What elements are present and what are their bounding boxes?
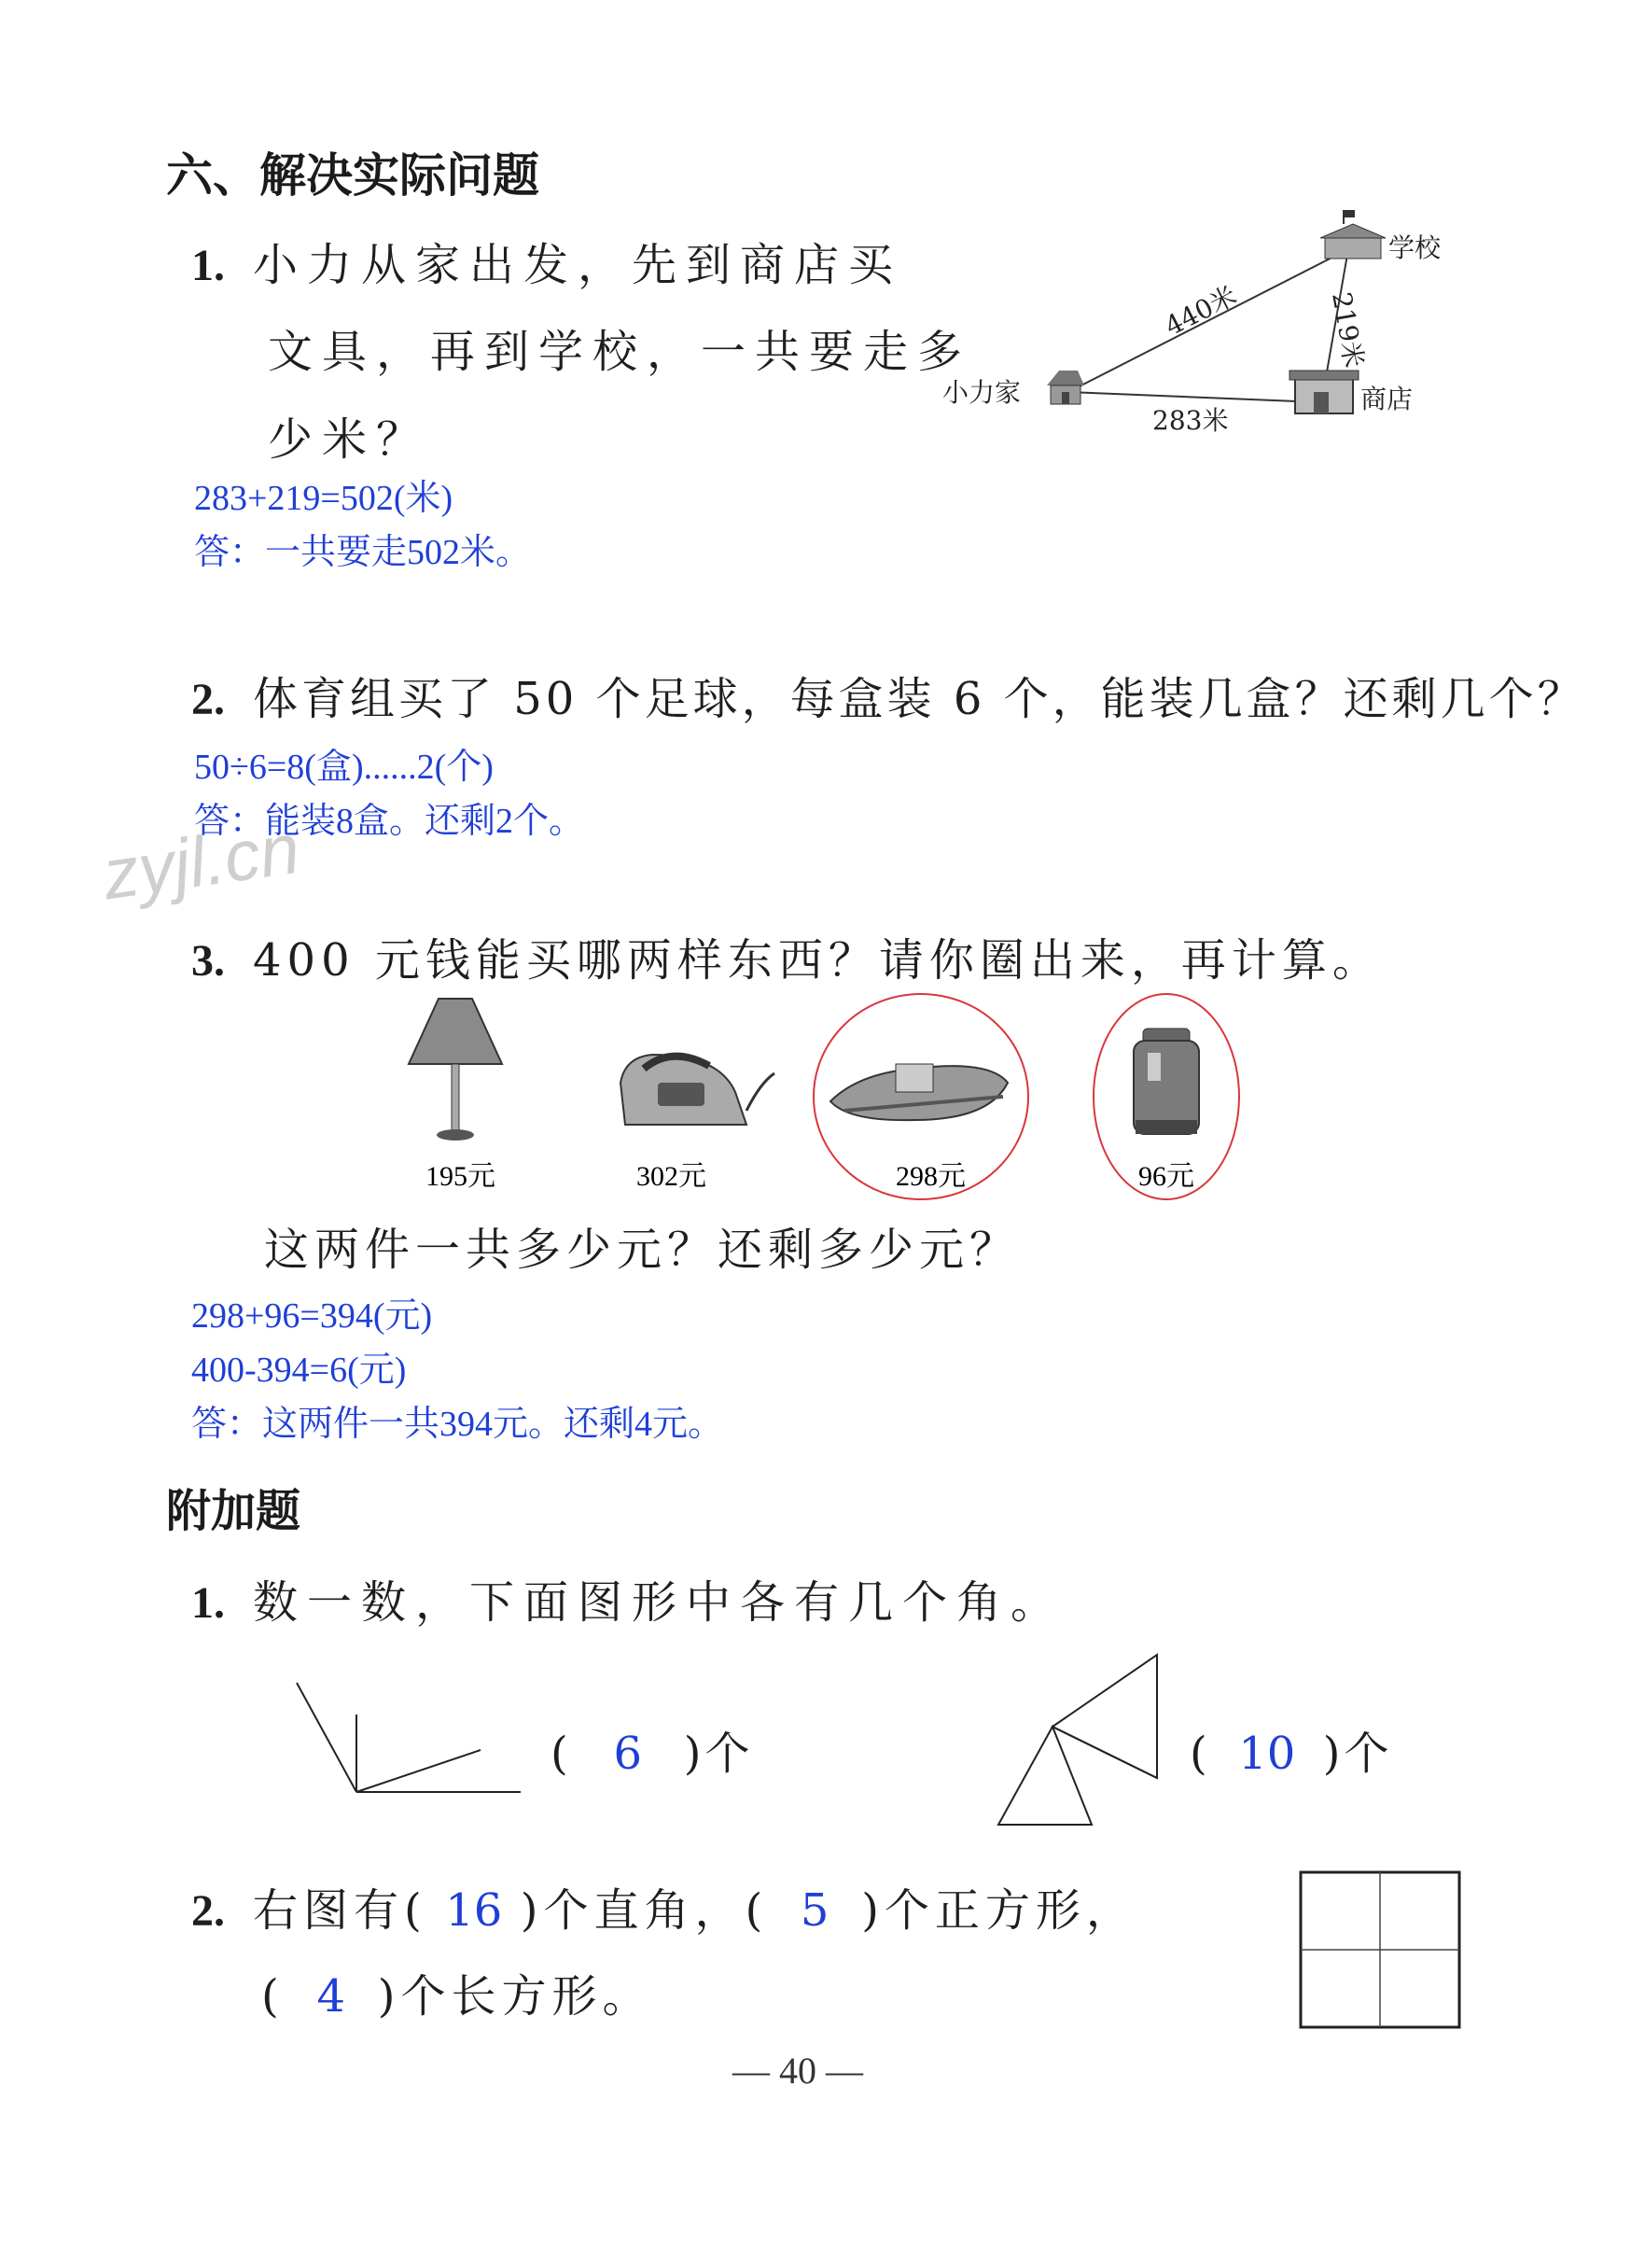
q3-text: 400 元钱能买哪两样东西？请你圈出来，再计算。 [253, 934, 1383, 987]
roller-skates-icon [830, 1064, 1008, 1120]
q1-line1 [191, 229, 902, 293]
triangle-upper [1052, 1655, 1157, 1778]
b1-open2: ( [1190, 1728, 1211, 1780]
q3-items-figure [392, 980, 1250, 1213]
path-home-shop [1068, 392, 1297, 401]
page-number: — 40 — [732, 2050, 863, 2092]
q1-text-line3: 少米？ [268, 413, 431, 466]
angle-figure-1 [289, 1675, 541, 1806]
b2-answer-right-angles: 16 [445, 1884, 503, 1937]
house-icon [1047, 371, 1084, 404]
price-thermos: 96元 [1138, 1161, 1194, 1192]
school-label: 学校 [1388, 232, 1442, 263]
school-icon [1320, 210, 1386, 259]
price-skates: 298元 [896, 1161, 966, 1192]
b1-answer1-line [551, 1717, 753, 1782]
shop-label: 商店 [1360, 384, 1414, 414]
q1-text-line2: 文具，再到学校，一共要走多 [268, 326, 972, 378]
q3-number: 3. [191, 936, 225, 986]
b2-answer-rectangles: 4 [316, 1970, 345, 2023]
q2-answer-calc: 50÷6=8(盒)......2(个) [194, 748, 494, 787]
route-map-diagram [942, 201, 1465, 443]
q3-answer-calc2: 400-394=6(元) [191, 1351, 407, 1390]
thermos-icon [1134, 1029, 1199, 1134]
q2-question [191, 663, 1586, 727]
q1-answer-text: 答：一共要走502米。 [194, 533, 532, 572]
b2-post: )个长方形。 [377, 1970, 653, 2023]
b2-line2 [261, 1960, 652, 2024]
b2-mid2: )个正方形， [861, 1884, 1136, 1937]
b1-answer2: 10 [1238, 1728, 1296, 1780]
price-lamp: 195元 [425, 1161, 495, 1192]
q2-answer-text: 答：能装8盒。还剩2个。 [194, 802, 585, 841]
dist-home-school: 440米 [1160, 279, 1242, 343]
b1-number: 1. [191, 1578, 225, 1628]
b2-line1 [191, 1874, 1136, 1939]
angle-ray-3 [356, 1750, 481, 1792]
angle-ray-1 [297, 1683, 356, 1792]
q1-text-line1: 小力从家出发，先到商店买 [253, 239, 903, 291]
triangle-shared-edge [1052, 1727, 1157, 1778]
dist-shop-school: 219米 [1326, 289, 1370, 371]
b2-mid1: )个直角，( [520, 1884, 769, 1937]
iron-icon [620, 1055, 774, 1125]
q3-question [191, 924, 1383, 988]
q1-answer-calc: 283+219=502(米) [194, 479, 453, 518]
b1-text: 数一数，下面图形中各有几个角。 [253, 1576, 1066, 1629]
q1-number: 1. [191, 241, 225, 290]
q3-sub-question: 这两件一共多少元？还剩多少元？ [264, 1224, 1021, 1276]
b1-question [191, 1566, 1065, 1631]
q3-answer-text: 答：这两件一共394元。还剩4元。 [191, 1405, 724, 1444]
section-title: 六、解决实际问题 [166, 148, 539, 203]
b2-pre: 右图有( [253, 1884, 427, 1937]
triangle-figure [989, 1647, 1176, 1834]
lamp-icon [409, 999, 502, 1141]
price-iron: 302元 [636, 1161, 706, 1192]
home-label: 小力家 [942, 377, 1022, 408]
b1-open1: ( [551, 1728, 572, 1780]
q2-text: 体育组买了 50 个足球，每盒装 6 个，能装几盒？还剩几个？ [253, 673, 1586, 725]
b2-number: 2. [191, 1886, 225, 1936]
b2-open-line2: ( [261, 1970, 285, 2023]
q2-number: 2. [191, 675, 225, 724]
b2-answer-squares: 5 [800, 1884, 829, 1937]
b1-answer2-line [1190, 1717, 1392, 1782]
triangle-lower [998, 1727, 1092, 1825]
b1-answer1: 6 [613, 1728, 642, 1780]
q3-answer-calc1: 298+96=394(元) [191, 1296, 433, 1336]
bonus-title: 附加题 [166, 1485, 301, 1537]
b1-close1: )个 [683, 1728, 754, 1780]
shop-icon [1289, 371, 1359, 413]
square-grid-figure [1297, 1869, 1465, 2033]
dist-home-shop: 283米 [1152, 405, 1229, 436]
watermark: zyjl.cn [98, 808, 305, 916]
b1-close2: )个 [1322, 1728, 1393, 1780]
